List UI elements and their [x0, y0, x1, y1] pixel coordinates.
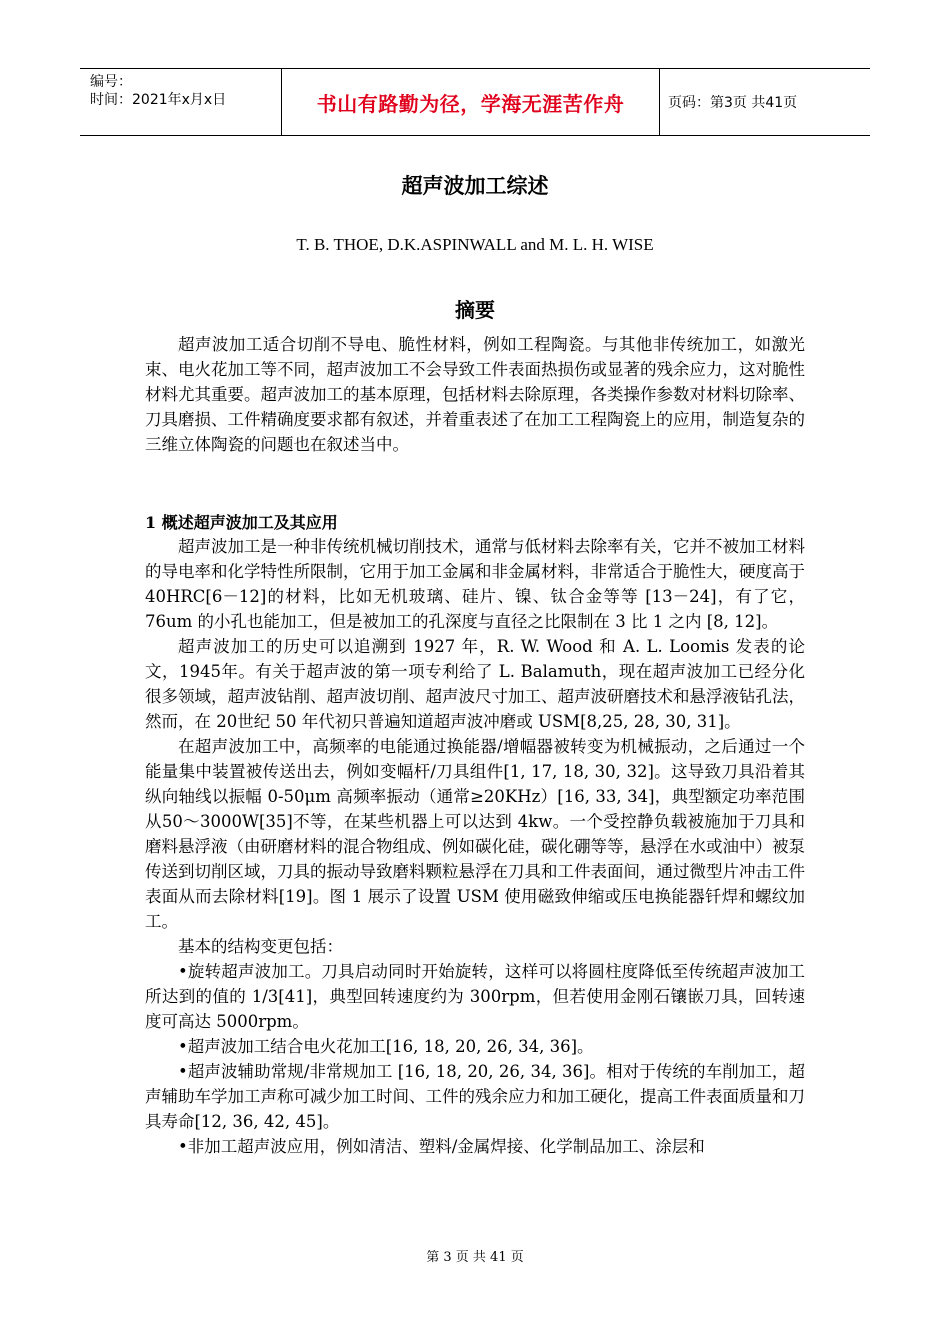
paragraph: 超声波加工的历史可以追溯到 1927 年，R. W. Wood 和 A. L. Loomis 发表的论文，1945年。有关于超声波的第一项专利给了 L. Balamuth，现在超声波加工已经分化很多领域，超声波钻削、超声波切削、超声波尺寸加工、超声波研磨技术和悬浮液钻孔法，然而，在 20世纪 50 年代初只普遍知道超声波冲磨或 USM[8,25, 28, 30, 31]。	[145, 637, 805, 731]
bullet-item: •旋转超声波加工。刀具启动同时开始旋转，这样可以将圆柱度降低至传统超声波加工所达到的值的 1/3[41]，典型回转速度约为 300rpm，但若使用金刚石镶嵌刀具，回转速度可高达 5000rpm。	[145, 962, 805, 1031]
abstract-body	[145, 332, 805, 457]
abstract-paragraph: 超声波加工适合切削不导电、脆性材料，例如工程陶瓷。与其他非传统加工，如激光束、电火花加工等不同，超声波加工不会导致工件表面热损伤或显著的残余应力，这对脆性材料尤其重要。超声波加工的基本原理，包括材料去除原理，各类操作参数对材料切除率、刀具磨损、工件精确度要求都有叙述，并着重表述了在加工工程陶瓷上的应用，制造复杂的三维立体陶瓷的问题也在叙述当中。	[145, 335, 805, 454]
bullet-item: •非加工超声波应用，例如清洁、塑料/金属焊接、化学制品加工、涂层和	[178, 1137, 705, 1156]
paragraph: 超声波加工是一种非传统机械切削技术，通常与低材料去除率有关，它并不被加工材料的导电率和化学特性所限制，它用于加工金属和非金属材料，非常适合于脆性大，硬度高于40HRC[6－12]的材料，比如无机玻璃、硅片、镍、钛合金等等 [13－24]，有了它，76um 的小孔也能加工，但是被加工的孔深度与直径之比限制在 3 比 1 之内 [8, 12]。	[145, 537, 805, 631]
bullet-item: •超声波辅助常规/非常规加工 [16, 18, 20, 26, 34, 36]。相对于传统的车削加工，超声辅助车学加工声称可减少加工时间、工件的残余应力和加工硬化，提高工件表面质量和刀具寿命[12, 36, 42, 45]。	[145, 1062, 805, 1131]
header-page-info: 页码：第3页 共41页	[668, 95, 798, 111]
bullet-item: •超声波加工结合电火花加工[16, 18, 20, 26, 34, 36]。	[178, 1037, 594, 1056]
number-label: 编号：	[90, 74, 132, 90]
abstract-heading: 摘要	[455, 298, 495, 322]
section-heading: 1 概述超声波加工及其应用	[145, 513, 338, 532]
document-title: 超声波加工综述	[401, 174, 549, 198]
paragraph: 在超声波加工中，高频率的电能通过换能器/增幅器被转变为机械振动，之后通过一个能量集中装置被传送出去，例如变幅杆/刀具组件[1, 17, 18, 30, 32]。这导致刀具沿着其纵向轴线以振幅 0-50μm 高频率振动（通常≥20KHz）[16, 33, 34]，典型额定功率范围从50～3000W[35]不等，在某些机器上可以达到 4kw。一个受控静负载被施加于刀具和磨料悬浮液（由研磨材料的混合物组成、例如碳化硅，碳化硼等等，悬浮在水或油中）被泵传送到切削区域，刀具的振动导致磨料颗粒悬浮在刀具和工件表面间，通过微型片冲击工件表面从而去除材料[19]。图 1 展示了设置 USM 使用磁致伸缩或压电换能器钎焊和螺纹加工。	[145, 737, 805, 931]
header-meta	[80, 69, 281, 135]
header-motto: 书山有路勤为径，学海无涯苦作舟	[281, 69, 660, 135]
page-header	[80, 68, 870, 136]
paragraph: 基本的结构变更包括：	[178, 937, 343, 956]
page-footer: 第 3 页 共 41 页	[426, 1250, 524, 1265]
time-label: 时间：2021年x月x日	[90, 92, 227, 108]
section-body	[145, 534, 805, 1159]
authors: T. B. THOE, D.K.ASPINWALL and M. L. H. WISE	[296, 235, 654, 254]
